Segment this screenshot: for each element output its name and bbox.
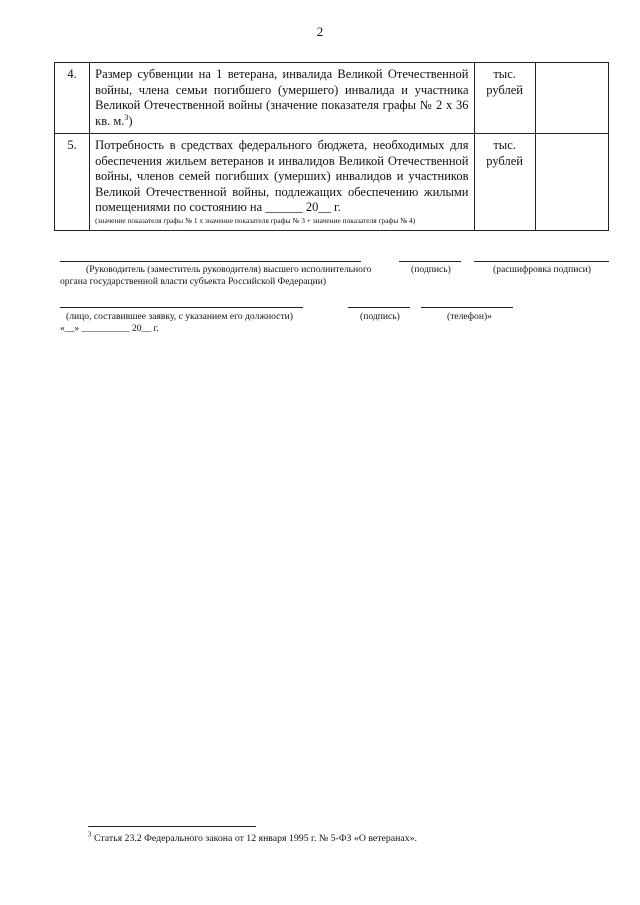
date-line: «__» __________ 20__ г.	[60, 323, 159, 334]
row-text: Потребность в средствах федерального бюджета, необходимых для обеспечения жильем ветеранов и инвалидов Великой Отечественной войны, членов семей погибших (умерших) инвалидов и участников Великой Отечественной войны, подлежащих обеспечению жилыми помещениями по состоянию на ______ 20__ г.	[95, 138, 469, 214]
footnote	[88, 830, 417, 844]
row-text-close: )	[128, 113, 133, 128]
row-unit: тыс. рублей	[474, 134, 535, 231]
row-description	[90, 134, 474, 231]
table-row	[55, 63, 609, 134]
row-text: Размер субвенции на 1 ветерана, инвалида Великой Отечественной войны, члена семьи погибшего (умершего) инвалида и участника Великой Отечественной войны (значение показателя графы № 2 х 36 кв. м.	[95, 67, 469, 128]
head-label: (Руководитель (заместитель руководителя) высшего исполнительного	[86, 264, 372, 275]
row-number: 5.	[55, 134, 90, 231]
row-value	[535, 63, 608, 134]
footnote-text: Статья 23.2 Федерального закона от 12 января 1995 г. № 5-ФЗ «О ветеранах».	[91, 833, 417, 844]
signature-line-2	[348, 307, 410, 308]
footnote-ref: 3	[124, 112, 129, 122]
row-description	[90, 63, 474, 134]
row-number: 4.	[55, 63, 90, 134]
compiler-label: (лицо, составившее заявку, с указанием его должности)	[66, 311, 293, 322]
signature-label: (подпись)	[411, 264, 451, 275]
head-label-continued: органа государственной власти субъекта Российской Федерации)	[60, 276, 327, 287]
footnote-mark: 3	[88, 830, 92, 839]
page-number: 2	[316, 24, 324, 39]
footnote-separator	[88, 826, 256, 827]
signature-line	[399, 261, 461, 262]
decryption-line	[474, 261, 609, 262]
row-formula-note: (значение показателя графы № 1 х значение показателя графы № 3 + значение показателя графы № 4)	[95, 215, 416, 225]
indicators-table	[54, 62, 609, 231]
phone-label: (телефон)»	[447, 311, 492, 322]
signature-label-2: (подпись)	[360, 311, 400, 322]
row-unit: тыс. рублей	[474, 63, 535, 134]
phone-line	[421, 307, 513, 308]
head-signature-line	[60, 261, 361, 262]
decryption-label: (расшифровка подписи)	[493, 264, 591, 275]
row-value	[535, 134, 608, 231]
table-row	[55, 134, 609, 231]
compiler-line	[60, 307, 303, 308]
